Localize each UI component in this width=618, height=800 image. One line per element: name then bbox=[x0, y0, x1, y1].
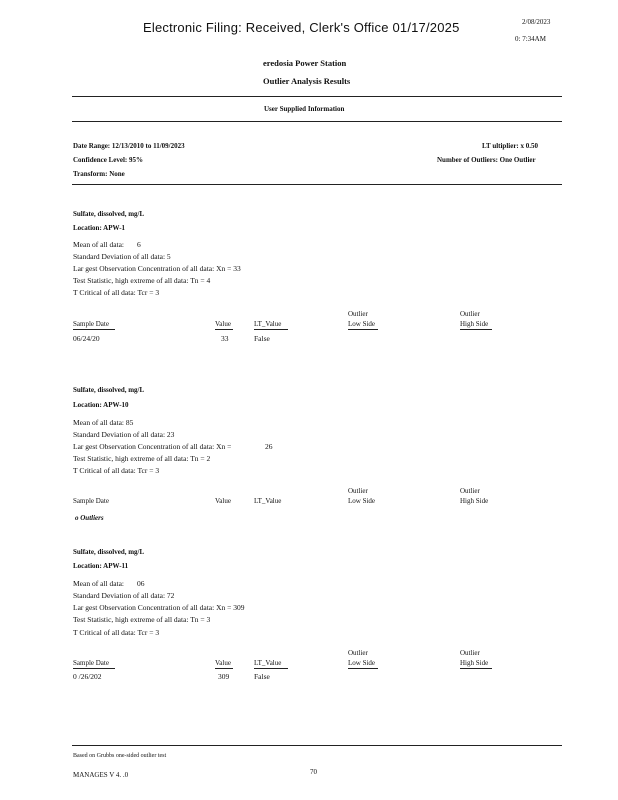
rule-footer bbox=[72, 745, 562, 746]
row-lt-value: False bbox=[254, 672, 270, 681]
row-lt-value: False bbox=[254, 334, 270, 343]
col-outlier-high-1: Outlier bbox=[460, 649, 480, 657]
print-date: 2/08/2023 bbox=[522, 18, 551, 26]
date-range: Date Range: 12/13/2010 to 11/09/2023 bbox=[73, 142, 185, 150]
std-dev: Standard Deviation of all data: 23 bbox=[73, 430, 175, 439]
col-outlier-high-2: High Side bbox=[460, 320, 489, 328]
col-outlier-low-2: Low Side bbox=[348, 659, 376, 667]
col-value: Value bbox=[215, 659, 231, 667]
col-outlier-low-2: Low Side bbox=[348, 497, 376, 505]
location: Location: APW-1 bbox=[73, 224, 126, 232]
mean-value: 6 bbox=[137, 240, 141, 249]
number-of-outliers: Number of Outliers: One Outlier bbox=[437, 156, 536, 164]
lt-multiplier: LT ultiplier: x 0.50 bbox=[482, 142, 539, 150]
mean-label: Mean of all data: bbox=[73, 240, 125, 249]
underline-lt-value bbox=[254, 668, 288, 669]
col-outlier-low-1: Outlier bbox=[348, 649, 368, 657]
test-statistic: Test Statistic, high extreme of all data: Tn = 4 bbox=[73, 276, 211, 285]
underline-lt-value bbox=[254, 329, 288, 330]
largest-observation-value: 26 bbox=[265, 442, 273, 451]
std-dev: Standard Deviation of all data: 72 bbox=[73, 591, 175, 600]
rule-under-section bbox=[72, 121, 562, 122]
col-outlier-high-1: Outlier bbox=[460, 310, 480, 318]
largest-observation: Lar gest Observation Concentration of all data: Xn = 309 bbox=[73, 603, 245, 612]
col-value: Value bbox=[215, 497, 231, 505]
row-date: 0 /26/202 bbox=[73, 672, 102, 681]
std-dev: Standard Deviation of all data: 5 bbox=[73, 252, 171, 261]
section-title: User Supplied Information bbox=[264, 105, 345, 113]
col-outlier-low-1: Outlier bbox=[348, 310, 368, 318]
location: Location: APW-11 bbox=[73, 562, 129, 570]
largest-observation: Lar gest Observation Concentration of all data: Xn = 33 bbox=[73, 264, 241, 273]
location: Location: APW-10 bbox=[73, 401, 129, 409]
analyte: Sulfate, dissolved, mg/L bbox=[73, 548, 145, 556]
col-outlier-high-1: Outlier bbox=[460, 487, 480, 495]
underline-high-side bbox=[460, 329, 492, 330]
col-outlier-high-2: High Side bbox=[460, 659, 489, 667]
underline-value bbox=[215, 668, 233, 669]
col-outlier-low-2: Low Side bbox=[348, 320, 376, 328]
filing-banner: Electronic Filing: Received, Clerk's Office 01/17/2025 bbox=[143, 20, 460, 35]
mean-value: 06 bbox=[137, 579, 145, 588]
print-time: 0: 7:34AM bbox=[515, 35, 546, 43]
underline-low-side bbox=[348, 668, 378, 669]
report-subtitle: Outlier Analysis Results bbox=[263, 76, 351, 86]
software-version: MANAGES V 4. .0 bbox=[73, 771, 129, 779]
underline-low-side bbox=[348, 329, 378, 330]
col-outlier-low-1: Outlier bbox=[348, 487, 368, 495]
no-outliers-note: o Outliers bbox=[75, 514, 104, 522]
col-sample-date: Sample Date bbox=[73, 497, 109, 505]
analyte: Sulfate, dissolved, mg/L bbox=[73, 386, 145, 394]
col-lt-value: LT_Value bbox=[254, 497, 282, 505]
underline-sample-date bbox=[73, 329, 115, 330]
underline-value bbox=[215, 329, 233, 330]
t-critical: T Critical of all data: Tcr = 3 bbox=[73, 288, 160, 297]
col-value: Value bbox=[215, 320, 231, 328]
t-critical: T Critical of all data: Tcr = 3 bbox=[73, 466, 160, 475]
page-number: 70 bbox=[310, 768, 317, 776]
test-statistic: Test Statistic, high extreme of all data: Tn = 2 bbox=[73, 454, 211, 463]
underline-sample-date bbox=[73, 668, 115, 669]
t-critical: T Critical of all data: Tcr = 3 bbox=[73, 628, 160, 637]
underline-high-side bbox=[460, 668, 492, 669]
mean-label: Mean of all data: 85 bbox=[73, 418, 134, 427]
col-lt-value: LT_Value bbox=[254, 659, 282, 667]
rule-top bbox=[72, 96, 562, 97]
col-sample-date: Sample Date bbox=[73, 320, 109, 328]
station-name: eredosia Power Station bbox=[263, 58, 347, 68]
col-outlier-high-2: High Side bbox=[460, 497, 489, 505]
largest-observation: Lar gest Observation Concentration of all data: Xn = bbox=[73, 442, 232, 451]
transform: Transform: None bbox=[73, 170, 125, 178]
row-date: 06/24/20 bbox=[73, 334, 100, 343]
confidence-level: Confidence Level: 95% bbox=[73, 156, 143, 164]
row-value: 309 bbox=[218, 672, 230, 681]
col-lt-value: LT_Value bbox=[254, 320, 282, 328]
mean-label: Mean of all data: bbox=[73, 579, 125, 588]
test-statistic: Test Statistic, high extreme of all data: Tn = 3 bbox=[73, 615, 211, 624]
col-sample-date: Sample Date bbox=[73, 659, 109, 667]
rule-under-info bbox=[72, 184, 562, 185]
row-value: 33 bbox=[221, 334, 229, 343]
analyte: Sulfate, dissolved, mg/L bbox=[73, 210, 145, 218]
footer-note: Based on Grubbs one-sided outlier test bbox=[73, 753, 167, 759]
